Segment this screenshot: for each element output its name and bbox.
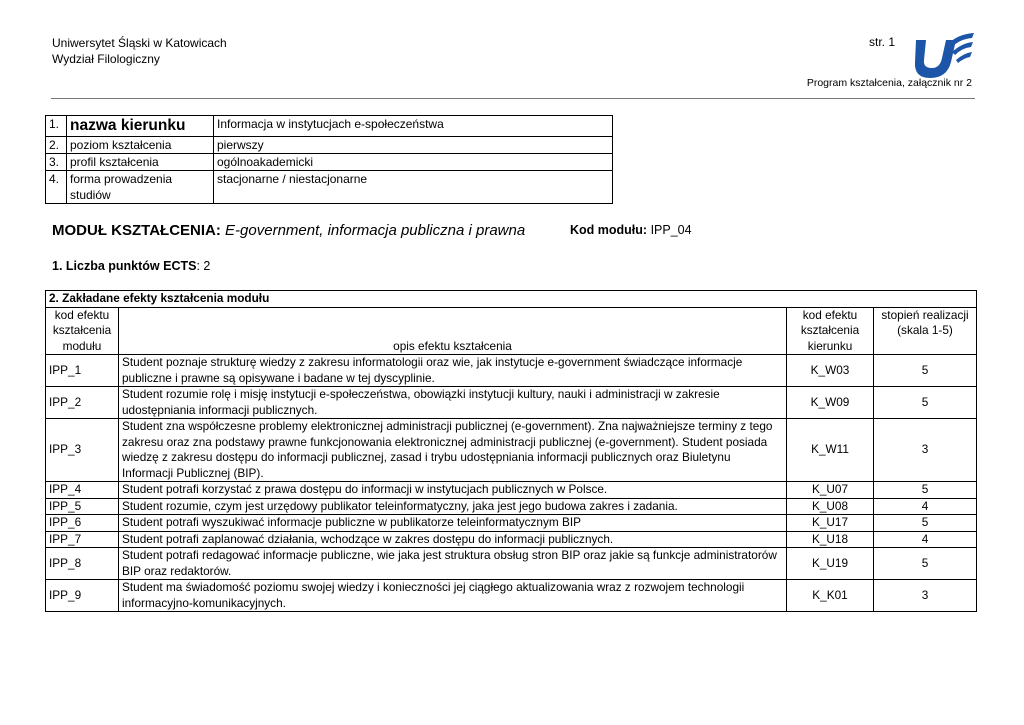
row-number: 4. [46, 171, 67, 204]
effect-level: 3 [874, 580, 977, 612]
logo-swoosh-3 [956, 52, 972, 63]
effect-code: IPP_8 [46, 548, 119, 580]
effect-code: IPP_4 [46, 482, 119, 499]
row-value: Informacja w instytucjach e-społeczeństwa [214, 116, 613, 137]
ects-value: : 2 [196, 259, 211, 273]
col-header-level: stopień realizacji (skala 1-5) [874, 307, 977, 355]
row-number: 2. [46, 137, 67, 154]
table-row [46, 116, 613, 137]
effect-major-code: K_W11 [787, 419, 874, 482]
effect-code: IPP_7 [46, 531, 119, 548]
table-row [46, 355, 977, 387]
module-code-value: IPP_04 [650, 223, 692, 237]
effect-major-code: K_W03 [787, 355, 874, 387]
effect-level: 4 [874, 498, 977, 515]
module-code-label: Kod modułu: [570, 223, 648, 237]
module-heading: MODUŁ KSZTAŁCENIA: [52, 222, 221, 239]
effect-desc: Student ma świadomość poziomu swojej wiedzy i konieczności jej ciągłego aktualizowania wraz z rozwojem technologii informacyjno-komunikacyjnych. [119, 580, 787, 612]
university-name: Uniwersytet Śląski w Katowicach [52, 36, 227, 50]
ects-label: 1. Liczba punktów ECTS [52, 259, 197, 273]
learning-effects-table [45, 290, 977, 612]
table-row [46, 531, 977, 548]
table-row [46, 154, 613, 171]
effect-code: IPP_9 [46, 580, 119, 612]
table-row [46, 387, 977, 419]
effect-code: IPP_1 [46, 355, 119, 387]
table-row [46, 498, 977, 515]
page-number: str. 1 [869, 35, 896, 49]
table-row [46, 548, 977, 580]
row-number: 3. [46, 154, 67, 171]
table-row [46, 482, 977, 499]
table-header-row [46, 307, 977, 355]
col-header-major: kod efektu kształcenia kierunku [787, 307, 874, 355]
section-title: 2. Zakładane efekty kształcenia modułu [46, 291, 977, 308]
effect-desc: Student rozumie rolę i misję instytucji e-społeczeństwa, obowiązki instytucji kultury, nauki i administracji w zakresie udostępniania informacji publicznych. [119, 387, 787, 419]
effect-desc: Student potrafi wyszukiwać informacje publiczne w publikatorze teleinformatycznym BIP [119, 515, 787, 532]
table-row [46, 515, 977, 532]
table-row [46, 171, 613, 204]
effect-level: 5 [874, 482, 977, 499]
row-number: 1. [46, 116, 67, 137]
program-info-table [45, 115, 613, 204]
program-annex: Program kształcenia, załącznik nr 2 [806, 77, 972, 89]
table-row [46, 419, 977, 482]
row-value: stacjonarne / niestacjonarne [214, 171, 613, 204]
effect-desc: Student potrafi redagować informacje publiczne, wie jaka jest struktura obsług stron BIP oraz jakie są funkcje administratorów BIP oraz redaktorów. [119, 548, 787, 580]
module-name: E-government, informacja publiczna i prawna [225, 222, 526, 239]
table-section-row [46, 291, 977, 308]
effect-major-code: K_U07 [787, 482, 874, 499]
effect-code: IPP_2 [46, 387, 119, 419]
effect-code: IPP_6 [46, 515, 119, 532]
row-value: pierwszy [214, 137, 613, 154]
table-row [46, 580, 977, 612]
row-value: ogólnoakademicki [214, 154, 613, 171]
effect-desc: Student poznaje strukturę wiedzy z zakresu informatologii oraz wie, jak instytucje e-government świadczące informacje publiczne i prawne są opisywane i badane w tej dyscyplinie. [119, 355, 787, 387]
effect-desc: Student zna współczesne problemy elektronicznej administracji publicznej (e-government). Zna najważniejsze terminy z tego zakresu oraz zna podstawy prawne funkcjonowania elektronicznej administracji publicznej (e-government). Student posiada wiedzę z zakresu dostępu do informacji publicznej, zasad i trybu udostępniania informacji publicznych oraz Biuletynu Informacji Publicznej (BIP). [119, 419, 787, 482]
effect-level: 5 [874, 355, 977, 387]
effect-desc: Student potrafi zaplanować działania, wchodzące w zakres dostępu do informacji publicznych. [119, 531, 787, 548]
effect-desc: Student potrafi korzystać z prawa dostępu do informacji w instytucjach publicznych w Polsce. [119, 482, 787, 499]
university-logo-icon [912, 30, 974, 80]
effect-major-code: K_W09 [787, 387, 874, 419]
col-header-code: kod efektu kształcenia modułu [46, 307, 119, 355]
effect-level: 3 [874, 419, 977, 482]
effect-level: 5 [874, 515, 977, 532]
effect-code: IPP_5 [46, 498, 119, 515]
effect-major-code: K_K01 [787, 580, 874, 612]
effect-level: 5 [874, 387, 977, 419]
logo-u-shape [915, 40, 956, 78]
effect-major-code: K_U08 [787, 498, 874, 515]
row-label: forma prowadzenia studiów [67, 171, 214, 204]
table-row [46, 137, 613, 154]
effect-major-code: K_U18 [787, 531, 874, 548]
effect-major-code: K_U17 [787, 515, 874, 532]
effect-level: 4 [874, 531, 977, 548]
module-title [52, 221, 525, 241]
row-label: profil kształcenia [67, 154, 214, 171]
row-label: nazwa kierunku [67, 116, 214, 137]
col-header-desc: opis efektu kształcenia [119, 307, 787, 355]
faculty-name: Wydział Filologiczny [52, 52, 160, 66]
row-label: poziom kształcenia [67, 137, 214, 154]
effect-major-code: K_U19 [787, 548, 874, 580]
effect-level: 5 [874, 548, 977, 580]
module-code [570, 223, 692, 237]
effect-code: IPP_3 [46, 419, 119, 482]
effect-desc: Student rozumie, czym jest urzędowy publikator teleinformatyczny, jaka jest jego budowa zakres i zadania. [119, 498, 787, 515]
ects-points [52, 259, 210, 273]
header-divider [51, 98, 975, 99]
